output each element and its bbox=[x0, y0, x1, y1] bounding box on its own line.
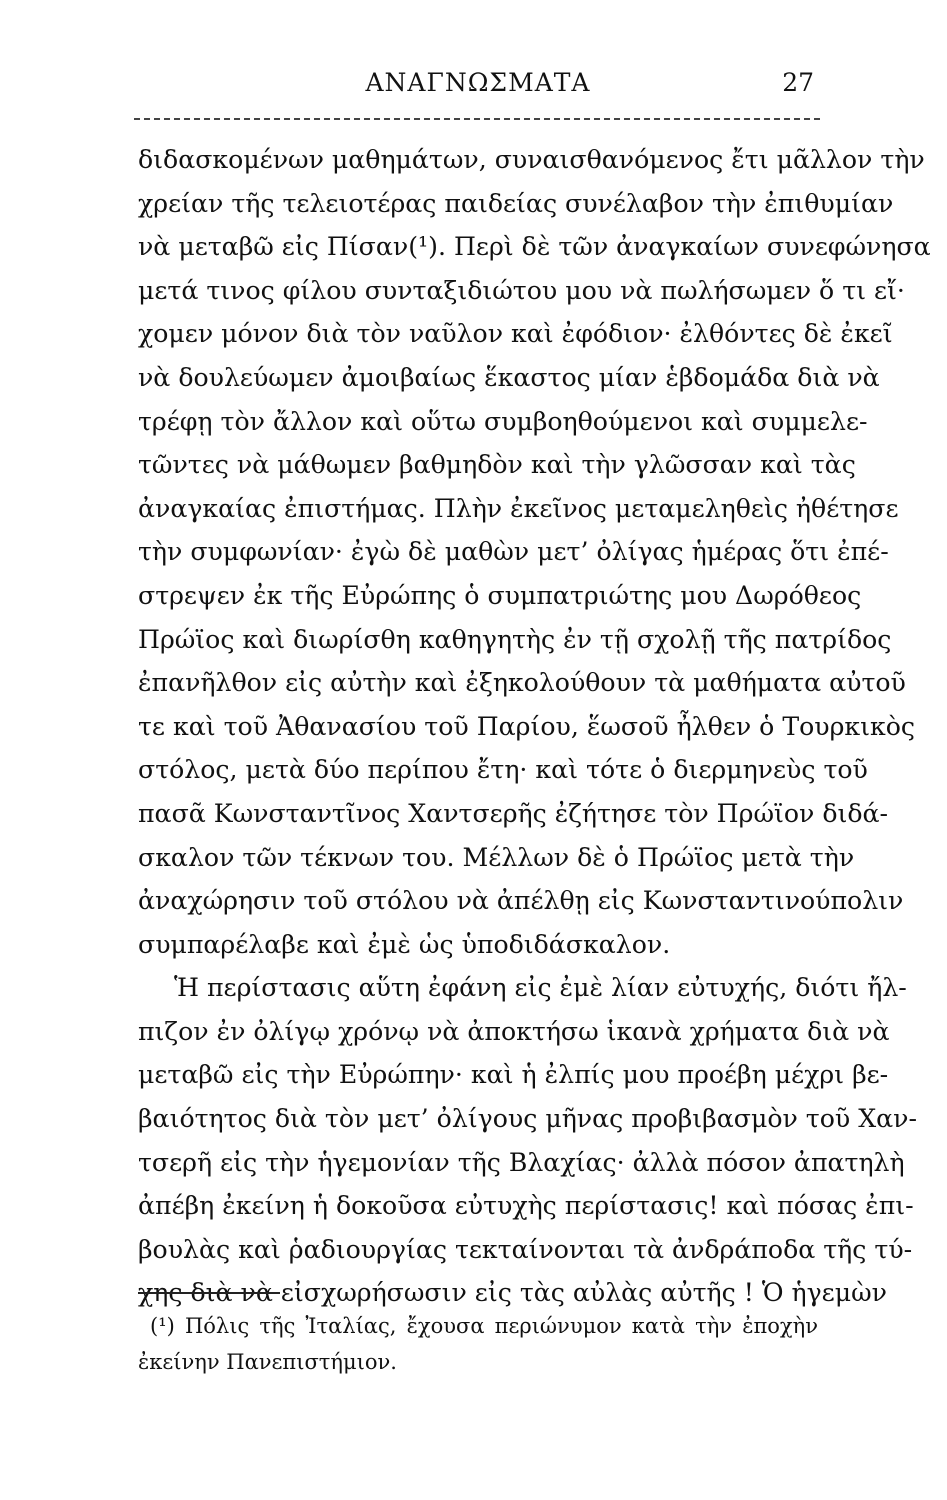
footnote-divider bbox=[138, 1292, 280, 1294]
text-line-10: τὴν συμφωνίαν· ἐγὼ δὲ μαθὼν μετ’ ὀλίγας ἡμέρας ὅτι ἐπέ- bbox=[138, 537, 889, 567]
text-line-13: ἐπανῆλθον εἰς αὐτὴν καὶ ἐξηκολούθουν τὰ μαθήματα αὐτοῦ bbox=[138, 668, 906, 698]
text-line-15: στόλος, μετὰ δύο περίπου ἔτη· καὶ τότε ὁ διερμηνεὺς τοῦ bbox=[138, 755, 868, 785]
body-text bbox=[138, 138, 931, 1315]
text-line-18: ἀναχώρησιν τοῦ στόλου νὰ ἀπέλθῃ εἰς Κωνσταντινούπολιν bbox=[138, 886, 904, 916]
footnotes bbox=[138, 1308, 818, 1380]
text-line-17: σκαλον τῶν τέκνων του. Μέλλων δὲ ὁ Πρώϊος μετὰ τὴν bbox=[138, 842, 855, 872]
text-line-16: πασᾶ Κωνσταντῖνος Χαντσερῆς ἐζήτησε τὸν Πρώϊον διδά- bbox=[138, 798, 889, 828]
text-line-19: συμπαρέλαβε καὶ ἐμὲ ὡς ὑποδιδάσκαλον. bbox=[138, 929, 671, 959]
running-title: ΑΝΑΓΝΩΣΜΑΤΑ bbox=[365, 68, 591, 97]
text-line-23: βαιότητος διὰ τὸν μετ’ ὀλίγους μῆνας προβιβασμὸν τοῦ Χαν- bbox=[138, 1104, 917, 1134]
text-line-5: χομεν μόνον διὰ τὸν ναῦλον καὶ ἐφόδιον· ἐλθόντες δὲ ἐκεῖ bbox=[138, 319, 893, 349]
text-line-27: χης διὰ νὰ εἰσχωρήσωσιν εἰς τὰς αὐλὰς αὐτῆς ! Ὁ ἡγεμὼν bbox=[138, 1278, 887, 1308]
text-line-24: τσερῆ εἰς τὴν ἡγεμονίαν τῆς Βλαχίας· ἀλλὰ πόσον ἀπατηλὴ bbox=[138, 1147, 905, 1177]
text-line-20: Ἡ περίστασις αὕτη ἐφάνη εἰς ἐμὲ λίαν εὐτυχής, διότι ἤλ- bbox=[174, 973, 907, 1003]
running-head bbox=[138, 68, 818, 108]
text-line-7: τρέφῃ τὸν ἄλλον καὶ οὕτω συμβοηθούμενοι καὶ συμμελε- bbox=[138, 406, 868, 436]
text-line-2: χρείαν τῆς τελειοτέρας παιδείας συνέλαβον τὴν ἐπιθυμίαν bbox=[138, 188, 894, 218]
footnote-line-2: ἐκείνην Πανεπιστήμιον. bbox=[138, 1350, 397, 1374]
text-line-26: βουλὰς καὶ ῥαδιουργίας τεκταίνονται τὰ ἀνδράποδα τῆς τύ- bbox=[138, 1234, 913, 1264]
footnote-line-1: (¹) Πόλις τῆς Ἰταλίας, ἔχουσα περιώνυμον κατὰ τὴν ἐποχὴν bbox=[150, 1314, 818, 1338]
text-line-1: διδασκομένων μαθημάτων, συναισθανόμενος ἔτι μᾶλλον τὴν bbox=[138, 145, 925, 174]
header-divider bbox=[134, 118, 820, 120]
page-number: 27 bbox=[782, 68, 814, 97]
text-line-11: στρεψεν ἐκ τῆς Εὐρώπης ὁ συμπατριώτης μου Δωρόθεος bbox=[138, 580, 862, 610]
text-line-14: τε καὶ τοῦ Ἀθανασίου τοῦ Παρίου, ἕωσοῦ ἦλθεν ὁ Τουρκικὸς bbox=[138, 711, 916, 741]
text-line-6: νὰ δουλεύωμεν ἀμοιβαίως ἕκαστος μίαν ἑβδομάδα διὰ νὰ bbox=[138, 362, 880, 392]
text-line-25: ἀπέβη ἐκείνη ἡ δοκοῦσα εὐτυχὴς περίστασις! καὶ πόσας ἐπι- bbox=[138, 1191, 914, 1221]
text-line-22: μεταβῶ εἰς τὴν Εὐρώπην· καὶ ἡ ἐλπίς μου προέβη μέχρι βε- bbox=[138, 1060, 889, 1090]
text-line-8: τῶντες νὰ μάθωμεν βαθμηδὸν καὶ τὴν γλῶσσαν καὶ τὰς bbox=[138, 450, 856, 480]
text-line-3: νὰ μεταβῶ εἰς Πίσαν(¹). Περὶ δὲ τῶν ἀναγκαίων συνεφώνησα bbox=[138, 232, 931, 262]
text-line-21: πιζον ἐν ὀλίγῳ χρόνῳ νὰ ἀποκτήσω ἱκανὰ χρήματα διὰ νὰ bbox=[138, 1016, 890, 1046]
text-line-4: μετά τινος φίλου συνταξιδιώτου μου νὰ πωλήσωμεν ὅ τι εἴ· bbox=[138, 275, 905, 305]
text-line-9: ἀναγκαίας ἐπιστήμας. Πλὴν ἐκεῖνος μεταμεληθεὶς ἠθέτησε bbox=[138, 493, 899, 523]
text-line-12: Πρώϊος καὶ διωρίσθη καθηγητὴς ἐν τῇ σχολῇ τῆς πατρίδος bbox=[138, 624, 892, 654]
